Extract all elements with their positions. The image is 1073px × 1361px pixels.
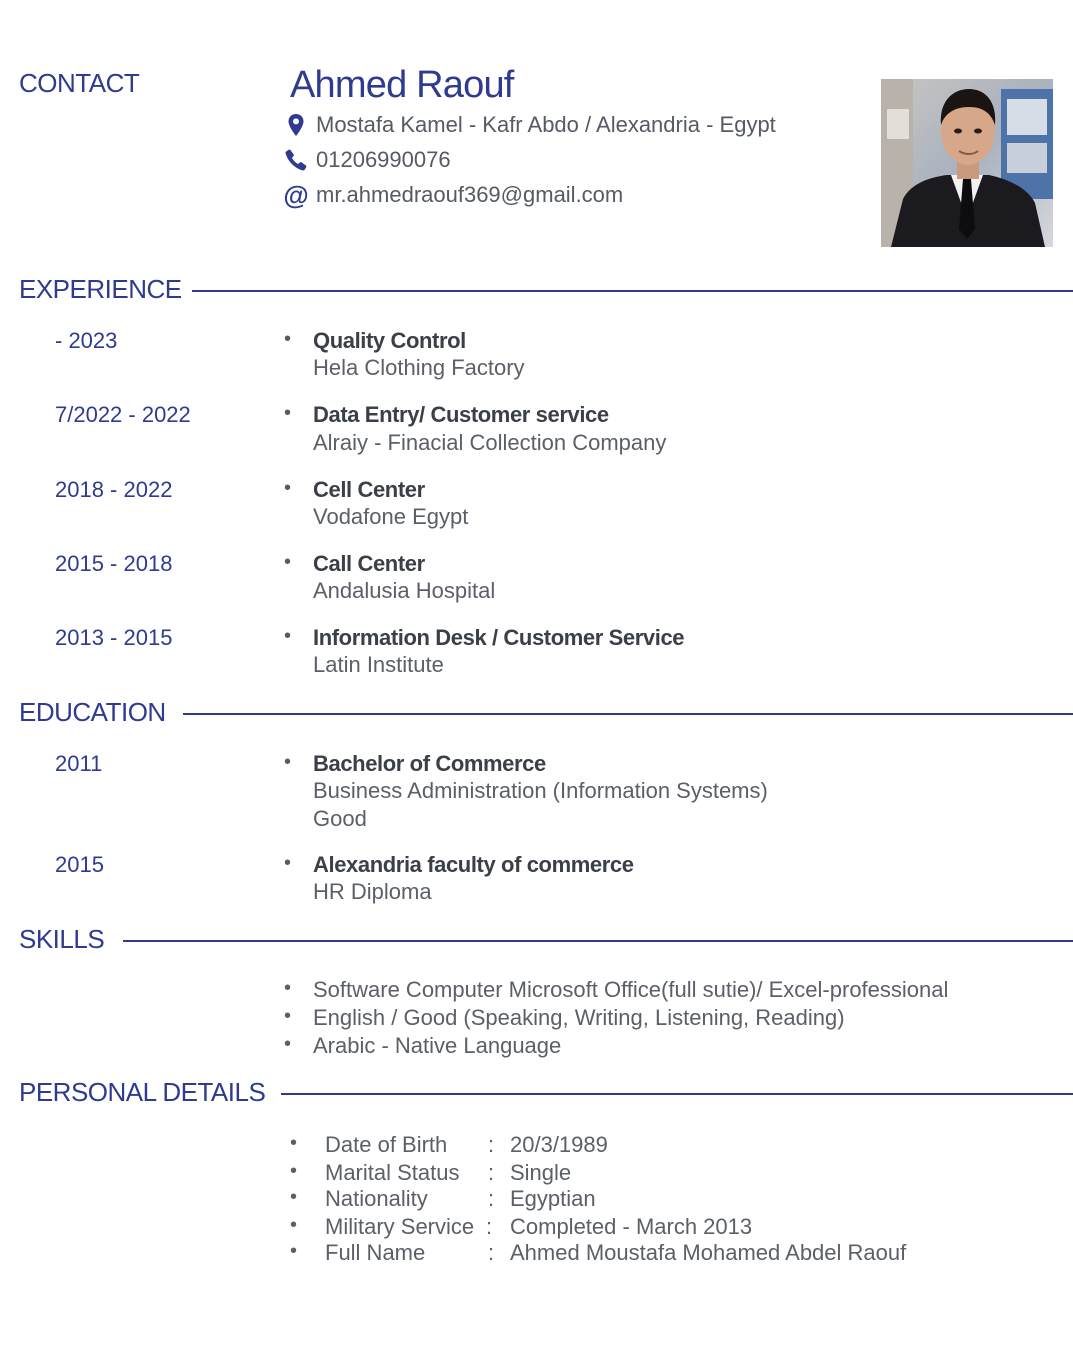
phone-icon (282, 146, 310, 174)
bullet-icon: • (284, 751, 292, 773)
bullet-icon: • (284, 1005, 292, 1027)
personal-details-divider (281, 1093, 1073, 1095)
education-date: 2015 (55, 852, 104, 877)
bullet-icon: • (284, 477, 292, 499)
bullet-icon: • (290, 1160, 298, 1182)
address-text: Mostafa Kamel - Kafr Abdo / Alexandria - Egypt (316, 112, 776, 137)
employer: Alraiy - Finacial Collection Company (313, 430, 667, 455)
bullet-icon: • (290, 1132, 298, 1154)
detail-key: Full Name (325, 1240, 426, 1265)
education-date: 2011 (55, 751, 103, 776)
detail-colon: : (486, 1214, 493, 1239)
detail-key: Nationality (325, 1186, 428, 1211)
skill-text: Software Computer Microsoft Office(full sutie)/ Excel-professional (313, 977, 949, 1002)
contact-section-title: CONTACT (19, 68, 140, 98)
employer: Andalusia Hospital (313, 578, 496, 603)
email-line (282, 180, 623, 210)
location-pin-icon (282, 111, 310, 139)
detail-key: Marital Status (325, 1160, 460, 1185)
experience-date: 2015 - 2018 (55, 551, 173, 576)
degree-title: Alexandria faculty of commerce (313, 852, 634, 877)
bullet-icon: • (284, 402, 292, 424)
employer: Latin Institute (313, 652, 444, 677)
detail-colon: : (488, 1240, 495, 1265)
bullet-icon: • (284, 328, 292, 350)
bullet-icon: • (284, 852, 292, 874)
job-title: Quality Control (313, 328, 466, 353)
bullet-icon: • (290, 1240, 298, 1262)
experience-date: 2018 - 2022 (55, 477, 173, 502)
detail-value: Ahmed Moustafa Mohamed Abdel Raouf (510, 1240, 907, 1265)
skills-divider (123, 940, 1073, 942)
education-divider (183, 713, 1073, 715)
personal-details-section-title: PERSONAL DETAILS (19, 1077, 266, 1107)
detail-colon: : (488, 1160, 495, 1185)
address-line (282, 110, 776, 140)
bullet-icon: • (284, 977, 292, 999)
detail-key: Military Service (325, 1214, 475, 1239)
job-title: Call Center (313, 551, 425, 576)
detail-value: Single (510, 1160, 572, 1185)
detail-colon: : (488, 1132, 495, 1157)
phone-number: 01206990076 (316, 147, 451, 172)
experience-date: 2013 - 2015 (55, 625, 173, 650)
experience-divider (192, 290, 1073, 292)
employer: Vodafone Egypt (313, 504, 469, 529)
phone-line (282, 145, 451, 175)
at-sign-icon: @ (283, 180, 309, 210)
experience-date: 7/2022 - 2022 (55, 402, 191, 427)
job-title: Information Desk / Customer Service (313, 625, 685, 650)
skills-section-title: SKILLS (19, 924, 105, 954)
skill-text: Arabic - Native Language (313, 1033, 562, 1058)
degree-grade: Good (313, 806, 367, 831)
candidate-name: Ahmed Raouf (290, 64, 514, 106)
profile-photo (881, 79, 1053, 247)
detail-value: 20/3/1989 (510, 1132, 608, 1157)
degree-field: Business Administration (Information Systems) (313, 778, 768, 803)
degree-title: Bachelor of Commerce (313, 751, 546, 776)
degree-field: HR Diploma (313, 879, 432, 904)
detail-value: Egyptian (510, 1186, 596, 1211)
skill-text: English / Good (Speaking, Writing, Listening, Reading) (313, 1005, 845, 1030)
experience-date: - 2023 (55, 328, 118, 353)
email-address: mr.ahmedraouf369@gmail.com (316, 182, 624, 207)
bullet-icon: • (284, 551, 292, 573)
employer: Hela Clothing Factory (313, 355, 525, 380)
detail-colon: : (488, 1186, 495, 1211)
education-section-title: EDUCATION (19, 697, 166, 727)
bullet-icon: • (284, 625, 292, 647)
bullet-icon: • (284, 1033, 292, 1055)
bullet-icon: • (290, 1214, 298, 1236)
detail-key: Date of Birth (325, 1132, 448, 1157)
bullet-icon: • (290, 1186, 298, 1208)
job-title: Cell Center (313, 477, 425, 502)
job-title: Data Entry/ Customer service (313, 402, 609, 427)
detail-value: Completed - March 2013 (510, 1214, 753, 1239)
experience-section-title: EXPERIENCE (19, 274, 182, 304)
